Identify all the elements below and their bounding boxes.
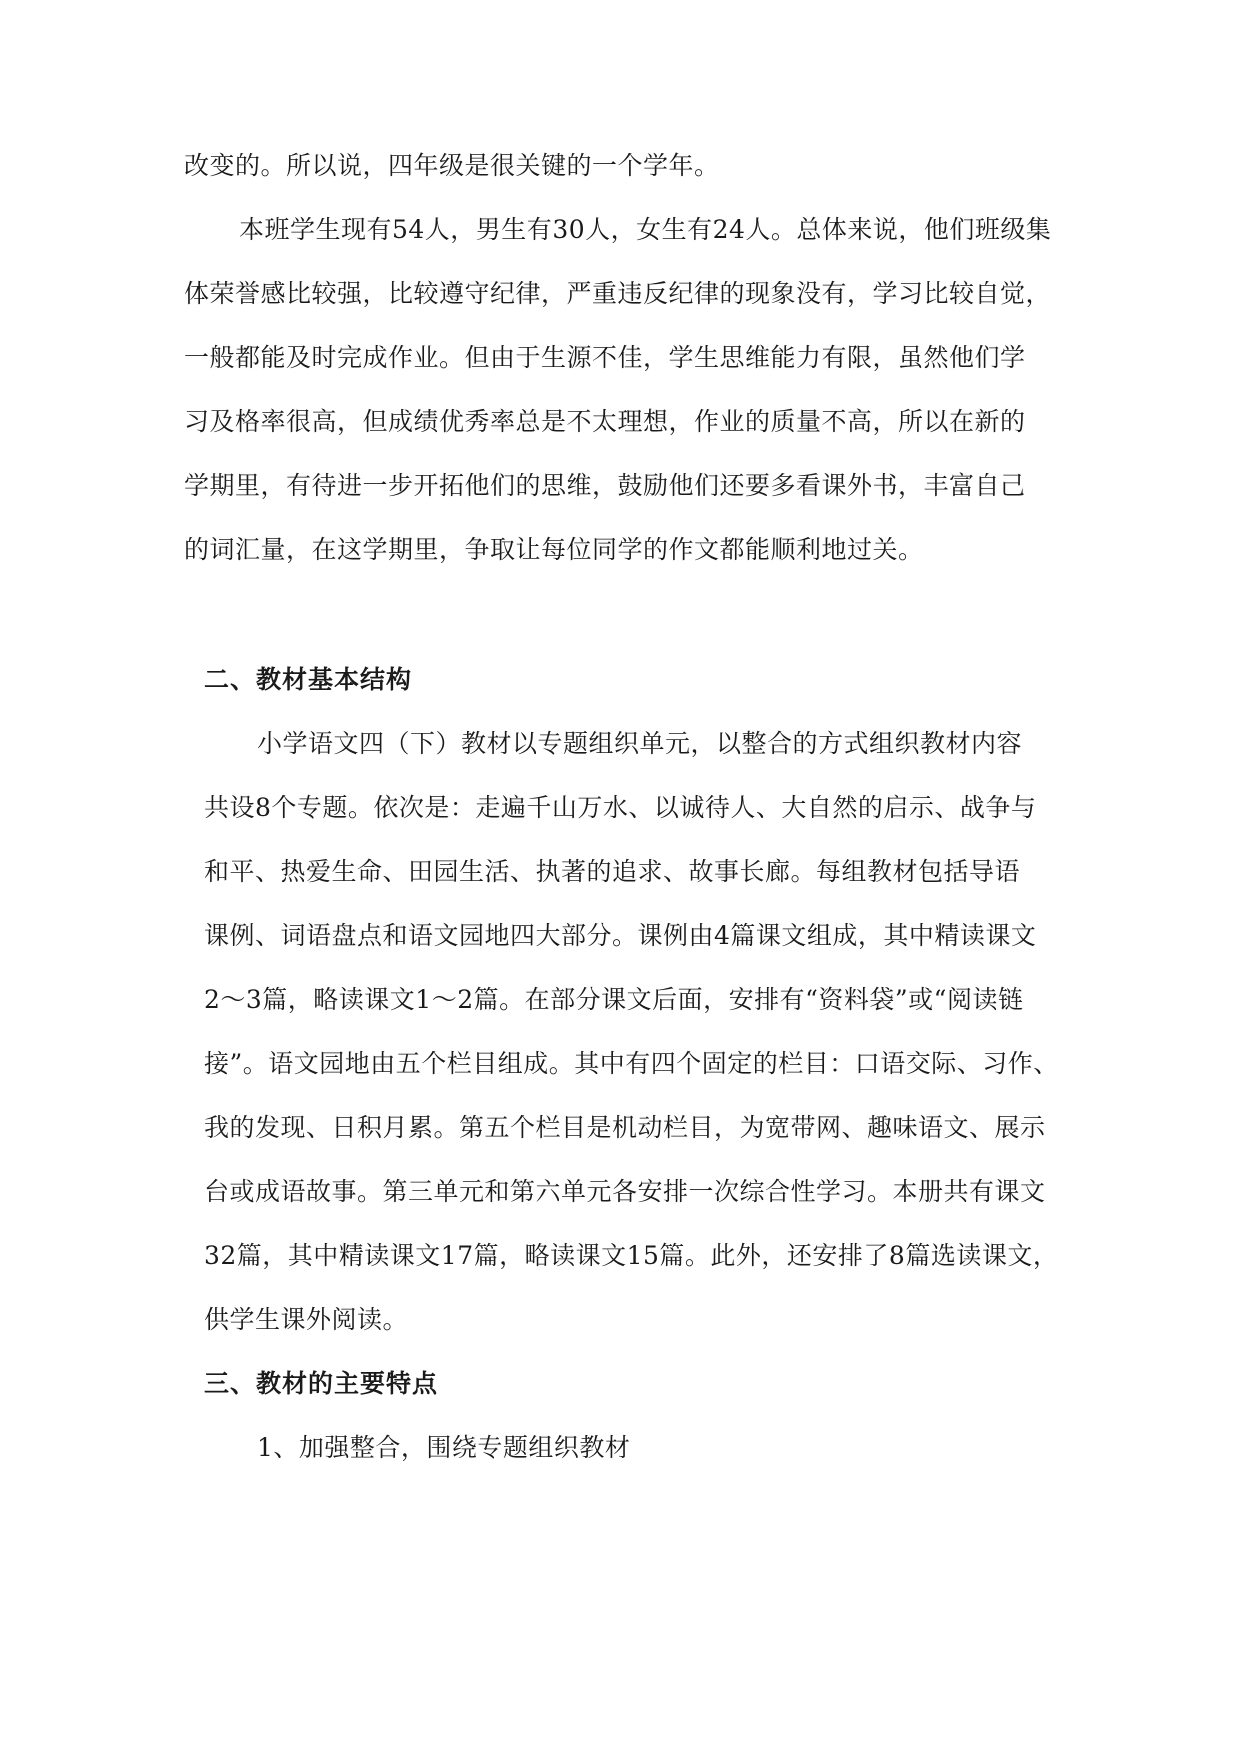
section-heading: 二、教材基本结构 [204, 665, 413, 694]
paragraph-line: 供学生课外阅读。 [204, 1305, 409, 1334]
section-heading: 三、教材的主要特点 [204, 1369, 439, 1398]
paragraph-line: 的词汇量，在这学期里，争取让每位同学的作文都能顺利地过关。 [184, 535, 924, 564]
paragraph-line: 2～3篇，略读课文1～2篇。在部分课文后面，安排有“资料袋”或“阅读链 [204, 985, 1024, 1014]
paragraph-line: 本班学生现有54人，男生有30人，女生有24人。总体来说，他们班级集 [239, 215, 1052, 244]
paragraph-line: 台或成语故事。第三单元和第六单元各安排一次综合性学习。本册共有课文 [204, 1177, 1046, 1206]
paragraph-line: 一般都能及时完成作业。但由于生源不佳，学生思维能力有限，虽然他们学 [184, 343, 1026, 372]
paragraph-line: 和平、热爱生命、田园生活、执著的追求、故事长廊。每组教材包括导语 [204, 857, 1021, 886]
paragraph-line: 我的发现、日积月累。第五个栏目是机动栏目，为宽带网、趣味语文、展示 [204, 1113, 1046, 1142]
paragraph-line: 学期里，有待进一步开拓他们的思维，鼓励他们还要多看课外书，丰富自己 [184, 471, 1026, 500]
paragraph-line: 32篇，其中精读课文17篇，略读课文15篇。此外，还安排了8篇选读课文， [204, 1241, 1059, 1270]
paragraph-line: 课例、词语盘点和语文园地四大部分。课例由4篇课文组成，其中精读课文 [204, 921, 1037, 950]
paragraph-line: 共设8个专题。依次是：走遍千山万水、以诚待人、大自然的启示、战争与 [204, 793, 1037, 822]
paragraph-line: 习及格率很高，但成绩优秀率总是不太理想，作业的质量不高，所以在新的 [184, 407, 1026, 436]
paragraph-line: 小学语文四（下）教材以专题组织单元，以整合的方式组织教材内容 [257, 729, 1023, 758]
subsection-heading: 1、加强整合，围绕专题组织教材 [257, 1433, 631, 1462]
paragraph-line: 体荣誉感比较强，比较遵守纪律，严重违反纪律的现象没有，学习比较自觉， [184, 279, 1052, 308]
paragraph-line: 接”。语文园地由五个栏目组成。其中有四个固定的栏目：口语交际、习作、 [204, 1049, 1059, 1078]
paragraph-line: 改变的。所以说，四年级是很关键的一个学年。 [184, 151, 720, 180]
